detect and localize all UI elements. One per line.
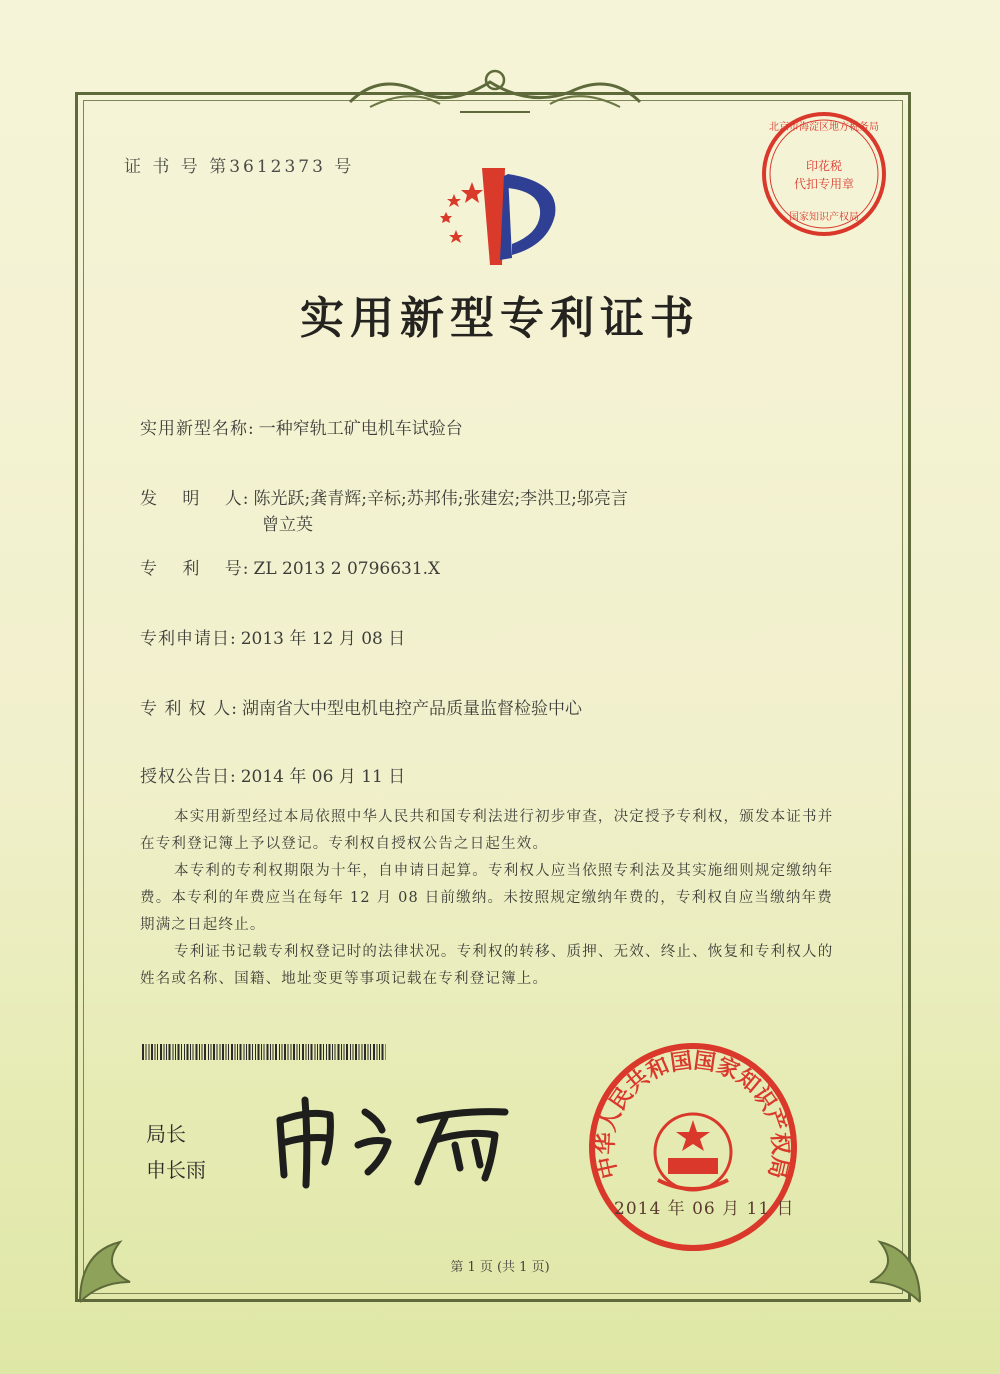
field-label: 发 明 人: xyxy=(140,489,250,509)
field-label: 授权公告日: xyxy=(140,767,237,787)
stamp-top-inner-line2: 代扣专用章 xyxy=(793,177,855,191)
page-number: 第 1 页 (共 1 页) xyxy=(450,1260,550,1275)
national-ip-office-seal-icon xyxy=(586,1040,800,1254)
top-ornament-icon xyxy=(340,62,650,122)
field-label: 专利申请日: xyxy=(140,629,237,649)
field-value: 陈光跃;龚青辉;辛标;苏邦伟;张建宏;李洪卫;邬亮言 xyxy=(253,489,628,509)
tax-stamp-icon xyxy=(758,108,890,240)
field-label: 专 利 权 人: xyxy=(140,699,238,719)
field-patentee xyxy=(140,694,582,719)
seal-date: 2014 年 06 月 11 日 xyxy=(614,1199,795,1219)
paragraph-legal-status: 专利证书记载专利权登记时的法律状况。专利权的转移、质押、无效、终止、恢复和专利权人的姓名或名称、国籍、地址变更等事项记载在专利登记簿上。 xyxy=(140,944,834,987)
stamp-top-inner-line1: 印花税 xyxy=(805,159,843,173)
paragraph-term: 本专利的专利权期限为十年，自申请日起算。专利权人应当依照专利法及其实施细则规定缴纳年费。本专利的年费应当在每年 12 月 08 日前缴纳。未按照规定缴纳年费的，专利权自应当缴纳年费期满之日起终止。 xyxy=(140,863,834,933)
field-label: 实用新型名称: xyxy=(140,419,255,439)
field-value: 湖南省大中型电机电控产品质量监督检验中心 xyxy=(241,699,582,719)
field-patent-number xyxy=(140,554,440,579)
field-value: 2013 年 12 月 08 日 xyxy=(240,629,406,649)
certificate-title: 实用新型专利证书 xyxy=(300,293,700,344)
director-name: 申长雨 xyxy=(146,1158,206,1182)
field-inventors xyxy=(140,484,628,509)
paragraph-grant: 本实用新型经过本局依照中华人民共和国专利法进行初步审查，决定授予专利权，颁发本证书并在专利登记簿上予以登记。专利权自授权公告之日起生效。 xyxy=(140,809,834,852)
field-filing-date xyxy=(140,624,405,649)
stamp-top-outer-text: 北京市海淀区地方税务局 xyxy=(769,122,879,133)
field-label: 专 利 号: xyxy=(140,559,250,579)
barcode-icon xyxy=(142,1044,386,1060)
field-value: 一种窄轨工矿电机车试验台 xyxy=(258,419,463,439)
director-signature-icon xyxy=(270,1090,520,1190)
director-title: 局长 xyxy=(146,1122,186,1146)
field-value: 2014 年 06 月 11 日 xyxy=(240,767,406,787)
field-inventors-line2: 曾立英 xyxy=(262,515,313,535)
certificate-number: 证 书 号 第3612373 号 xyxy=(124,157,355,177)
field-value: ZL 2013 2 0796631.X xyxy=(253,559,441,579)
field-grant-date xyxy=(140,762,405,787)
stamp-top-bottom-text: 国家知识产权局 xyxy=(789,212,859,223)
patent-office-logo-icon xyxy=(420,160,570,270)
field-utility-model-name xyxy=(140,414,463,439)
seal-text: 中华人民共和国国家知识产权局 xyxy=(593,1048,793,1181)
